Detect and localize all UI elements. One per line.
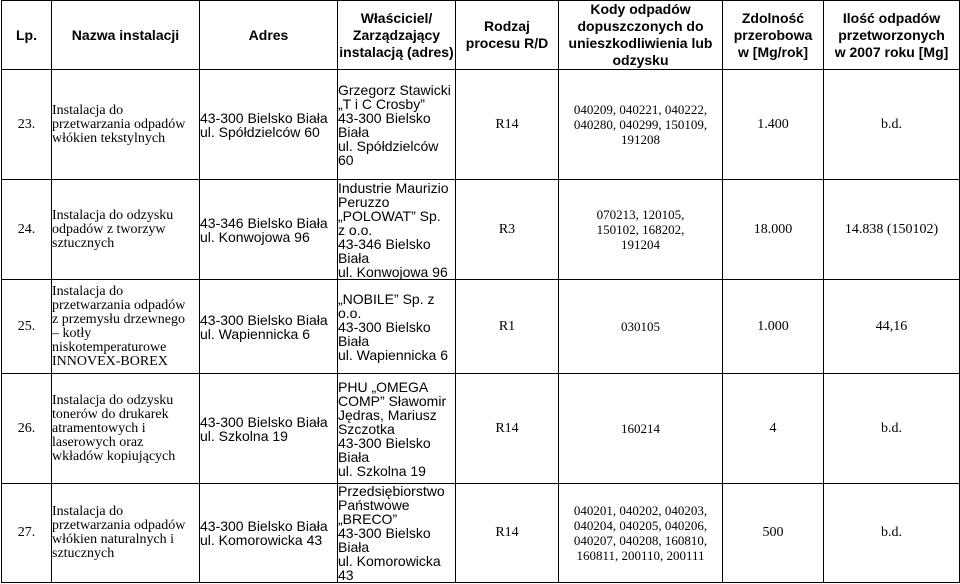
table-row [2, 180, 960, 280]
col-header-owner: Właściciel/ Zarządzający instalacją (adres) [338, 1, 456, 70]
owner-address: PHU „OMEGA COMP” Sławomir Jędras, Mariusz Szczotka 43-300 Bielsko Biała ul. Szkolna 19 [338, 374, 456, 484]
installation-name: Instalacja do przetwarzania odpadów włókien tekstylnych [52, 70, 200, 180]
installation-name: Instalacja do odzysku tonerów do drukarek atramentowych i laserowych oraz wkładów kopiujących [52, 374, 200, 484]
header-row [2, 1, 960, 70]
process-type: R3 [456, 180, 559, 280]
table-row [2, 280, 960, 374]
row-lp: 25. [2, 280, 52, 374]
process-type: R14 [456, 374, 559, 484]
processed-amount: 14.838 (150102) [824, 180, 960, 280]
col-header-name: Nazwa instalacji [52, 1, 200, 70]
row-lp: 23. [2, 70, 52, 180]
capacity-value: 4 [723, 374, 824, 484]
row-lp: 27. [2, 484, 52, 583]
row-lp: 24. [2, 180, 52, 280]
capacity-value: 500 [723, 484, 824, 583]
col-header-address: Adres [200, 1, 338, 70]
waste-codes: 040201, 040202, 040203, 040204, 040205, 040206, 040207, 040208, 160810, 160811, 200110, 200111 [559, 484, 723, 583]
installation-name: Instalacja do odzysku odpadów z tworzyw sztucznych [52, 180, 200, 280]
waste-codes: 070213, 120105, 150102, 168202, 191204 [559, 180, 723, 280]
installation-address: 43-300 Bielsko Biała ul. Wapiennicka 6 [200, 280, 338, 374]
table-row [2, 70, 960, 180]
process-type: R1 [456, 280, 559, 374]
owner-address: Grzegorz Stawicki „T i C Crosby” 43-300 Bielsko Biała ul. Spółdzielców 60 [338, 70, 456, 180]
processed-amount: b.d. [824, 374, 960, 484]
installation-address: 43-300 Bielsko Biała ul. Komorowicka 43 [200, 484, 338, 583]
row-lp: 26. [2, 374, 52, 484]
installations-table [1, 0, 960, 583]
col-header-process: Rodzaj procesu R/D [456, 1, 559, 70]
owner-address: Industrie Maurizio Peruzzo „POLOWAT” Sp. z o.o. 43-346 Bielsko Biała ul. Konwojowa 96 [338, 180, 456, 280]
table-row [2, 484, 960, 583]
owner-address: „NOBILE” Sp. z o.o. 43-300 Bielsko Biała ul. Wapiennicka 6 [338, 280, 456, 374]
waste-codes: 030105 [559, 280, 723, 374]
col-header-lp: Lp. [2, 1, 52, 70]
waste-codes: 160214 [559, 374, 723, 484]
waste-codes: 040209, 040221, 040222, 040280, 040299, 150109, 191208 [559, 70, 723, 180]
processed-amount: 44,16 [824, 280, 960, 374]
process-type: R14 [456, 70, 559, 180]
installation-address: 43-346 Bielsko Biała ul. Konwojowa 96 [200, 180, 338, 280]
capacity-value: 1.400 [723, 70, 824, 180]
installation-name: Instalacja do przetwarzania odpadów z przemysłu drzewnego – kotły niskotemperaturowe INNOVEX-BOREX [52, 280, 200, 374]
col-header-capacity: Zdolność przerobowa w [Mg/rok] [723, 1, 824, 70]
capacity-value: 18.000 [723, 180, 824, 280]
col-header-amount: Ilość odpadów przetworzonych w 2007 roku [Mg] [824, 1, 960, 70]
owner-address: Przedsiębiorstwo Państwowe „BRECO” 43-300 Bielsko Biała ul. Komorowicka 43 [338, 484, 456, 583]
processed-amount: b.d. [824, 484, 960, 583]
capacity-value: 1.000 [723, 280, 824, 374]
process-type: R14 [456, 484, 559, 583]
installation-name: Instalacja do przetwarzania odpadów włókien naturalnych i sztucznych [52, 484, 200, 583]
processed-amount: b.d. [824, 70, 960, 180]
installation-address: 43-300 Bielsko Biała ul. Szkolna 19 [200, 374, 338, 484]
installation-address: 43-300 Bielsko Biała ul. Spółdzielców 60 [200, 70, 338, 180]
col-header-codes: Kody odpadów dopuszczonych do unieszkodliwienia lub odzysku [559, 1, 723, 70]
table-row [2, 374, 960, 484]
